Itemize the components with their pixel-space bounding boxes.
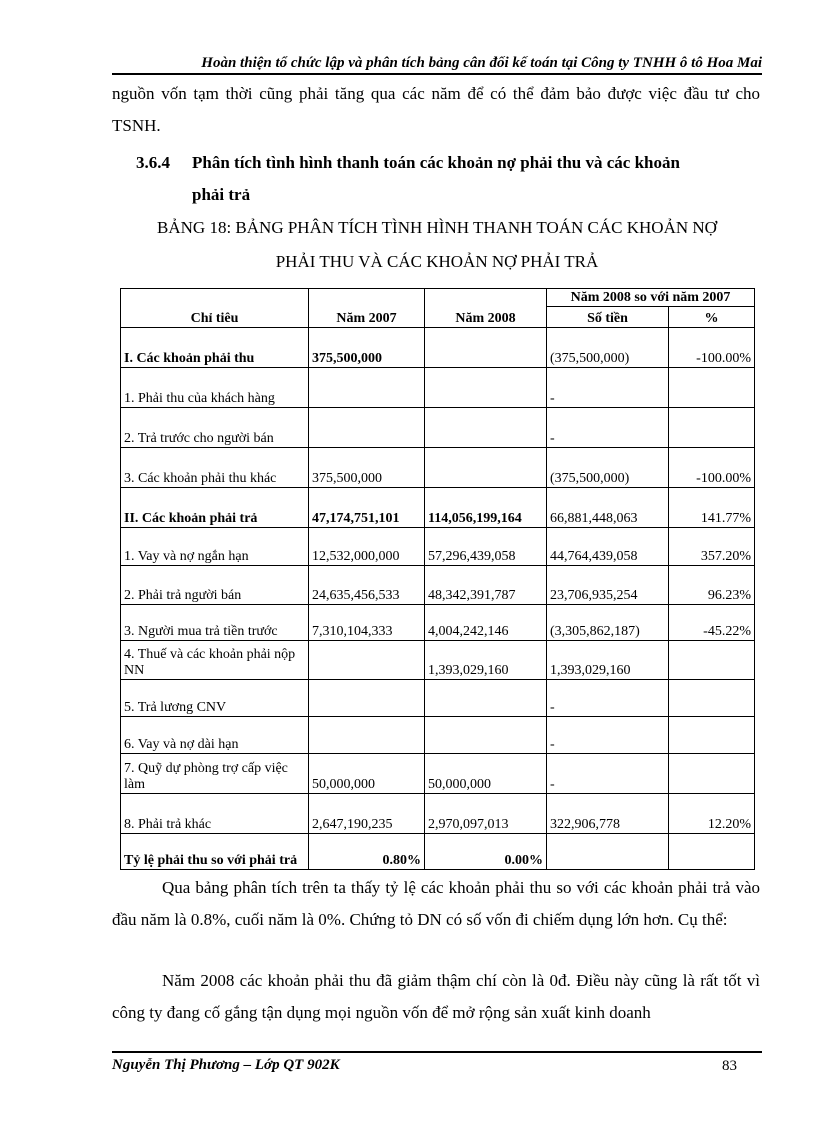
cell-2008: 2,970,097,013 <box>425 794 547 834</box>
cell-2007 <box>309 408 425 448</box>
header-amount: Số tiền <box>547 307 669 328</box>
table-caption-line2: PHẢI THU VÀ CÁC KHOẢN NỢ PHẢI TRẢ <box>275 252 599 271</box>
cell-percent: 357.20% <box>669 528 755 566</box>
table-row <box>121 368 755 408</box>
table-row <box>121 528 755 566</box>
row-label: 7. Quỹ dự phòng trợ cấp việc làm <box>121 754 309 794</box>
cell-2007: 24,635,456,533 <box>309 566 425 605</box>
row-label: 6. Vay và nợ dài hạn <box>121 717 309 754</box>
table-row <box>121 488 755 528</box>
cell-amount: (3,305,862,187) <box>547 605 669 641</box>
cell-2008: 114,056,199,164 <box>425 488 547 528</box>
cell-amount: 23,706,935,254 <box>547 566 669 605</box>
cell-2008 <box>425 328 547 368</box>
page-number: 83 <box>722 1058 737 1074</box>
cell-amount: - <box>547 680 669 717</box>
header-indicator: Chỉ tiêu <box>121 289 309 328</box>
table-caption-line1: BẢNG 18: BẢNG PHÂN TÍCH TÌNH HÌNH THANH TOÁN CÁC KHOẢN NỢ <box>157 218 717 237</box>
cell-percent <box>669 680 755 717</box>
cell-amount <box>547 834 669 870</box>
header-2007: Năm 2007 <box>309 289 425 328</box>
cell-2008: 57,296,439,058 <box>425 528 547 566</box>
table-row <box>121 448 755 488</box>
row-label: 2. Trả trước cho người bán <box>121 408 309 448</box>
cell-amount: (375,500,000) <box>547 448 669 488</box>
cell-2007: 0.80% <box>309 834 425 870</box>
cell-2008 <box>425 368 547 408</box>
table-row <box>121 717 755 754</box>
cell-amount: 44,764,439,058 <box>547 528 669 566</box>
cell-2007: 375,500,000 <box>309 448 425 488</box>
cell-2007: 47,174,751,101 <box>309 488 425 528</box>
cell-2007: 7,310,104,333 <box>309 605 425 641</box>
section-number: 3.6.4 <box>136 153 170 172</box>
table-row <box>121 680 755 717</box>
footer-author: Nguyễn Thị Phương – Lớp QT 902K <box>112 1057 340 1073</box>
cell-percent <box>669 754 755 794</box>
cell-percent <box>669 368 755 408</box>
cell-percent: 141.77% <box>669 488 755 528</box>
section-title-line1: Phân tích tình hình thanh toán các khoản nợ phải thu và các khoản <box>192 153 680 172</box>
cell-percent: -100.00% <box>669 448 755 488</box>
running-header: Hoàn thiện tổ chức lập và phân tích bảng cân đối kế toán tại Công ty TNHH ô tô Hoa Mai <box>201 55 762 71</box>
row-label: II. Các khoản phải trả <box>121 488 309 528</box>
table-row <box>121 754 755 794</box>
cell-2007: 50,000,000 <box>309 754 425 794</box>
cell-amount: - <box>547 408 669 448</box>
cell-2008: 1,393,029,160 <box>425 641 547 680</box>
table-row <box>121 605 755 641</box>
header-rule <box>112 73 762 75</box>
cell-2007 <box>309 680 425 717</box>
analysis-paragraph: Qua bảng phân tích trên ta thấy tỷ lệ các khoản phải thu so với các khoản phải trả vào đầu năm là 0.8%, cuối năm là 0%. Chứng tỏ DN có số vốn đi chiếm dụng lớn hơn. Cụ thể: <box>112 878 760 929</box>
intro-paragraph: nguồn vốn tạm thời cũng phải tăng qua các năm để có thể đảm bảo được việc đầu tư cho TSNH. <box>112 84 760 135</box>
row-label: I. Các khoản phải thu <box>121 328 309 368</box>
cell-2007 <box>309 368 425 408</box>
cell-percent: -100.00% <box>669 328 755 368</box>
table-row <box>121 794 755 834</box>
row-label: 8. Phải trả khác <box>121 794 309 834</box>
row-label: 3. Người mua trả tiền trước <box>121 605 309 641</box>
row-label: 5. Trả lương CNV <box>121 680 309 717</box>
row-label: Tỷ lệ phải thu so với phải trả <box>121 834 309 870</box>
header-percent: % <box>669 307 755 328</box>
row-label: 1. Phải thu của khách hàng <box>121 368 309 408</box>
footer-rule <box>112 1051 762 1053</box>
section-heading <box>136 147 760 211</box>
detail-paragraph: Năm 2008 các khoản phải thu đã giảm thậm chí còn là 0đ. Điều này cũng là rất tốt vì công ty đang cố gắng tận dụng mọi nguồn vốn để mở rộng sản xuất kinh doanh <box>112 971 760 1022</box>
cell-percent: -45.22% <box>669 605 755 641</box>
cell-amount: 66,881,448,063 <box>547 488 669 528</box>
cell-2008 <box>425 680 547 717</box>
table-row <box>121 566 755 605</box>
cell-amount: - <box>547 717 669 754</box>
table-row <box>121 834 755 870</box>
cell-amount: 1,393,029,160 <box>547 641 669 680</box>
table-row <box>121 408 755 448</box>
header-comparison: Năm 2008 so với năm 2007 <box>547 289 755 307</box>
cell-percent <box>669 834 755 870</box>
row-label: 2. Phải trả người bán <box>121 566 309 605</box>
row-label: 4. Thuế và các khoản phải nộp NN <box>121 641 309 680</box>
cell-2007: 12,532,000,000 <box>309 528 425 566</box>
analysis-table <box>120 288 755 870</box>
cell-2008: 4,004,242,146 <box>425 605 547 641</box>
cell-2008 <box>425 408 547 448</box>
table-row <box>121 641 755 680</box>
cell-2008 <box>425 448 547 488</box>
cell-2007 <box>309 641 425 680</box>
cell-2008: 48,342,391,787 <box>425 566 547 605</box>
row-label: 1. Vay và nợ ngắn hạn <box>121 528 309 566</box>
cell-percent <box>669 717 755 754</box>
cell-percent <box>669 408 755 448</box>
row-label: 3. Các khoản phải thu khác <box>121 448 309 488</box>
cell-2008: 50,000,000 <box>425 754 547 794</box>
cell-percent: 96.23% <box>669 566 755 605</box>
cell-percent: 12.20% <box>669 794 755 834</box>
cell-amount: - <box>547 368 669 408</box>
cell-amount: - <box>547 754 669 794</box>
cell-2007 <box>309 717 425 754</box>
cell-2008 <box>425 717 547 754</box>
cell-2007: 375,500,000 <box>309 328 425 368</box>
cell-amount: 322,906,778 <box>547 794 669 834</box>
cell-2007: 2,647,190,235 <box>309 794 425 834</box>
table-row <box>121 328 755 368</box>
cell-amount: (375,500,000) <box>547 328 669 368</box>
cell-percent <box>669 641 755 680</box>
cell-2008: 0.00% <box>425 834 547 870</box>
header-2008: Năm 2008 <box>425 289 547 328</box>
section-title-line2: phải trả <box>192 185 251 204</box>
